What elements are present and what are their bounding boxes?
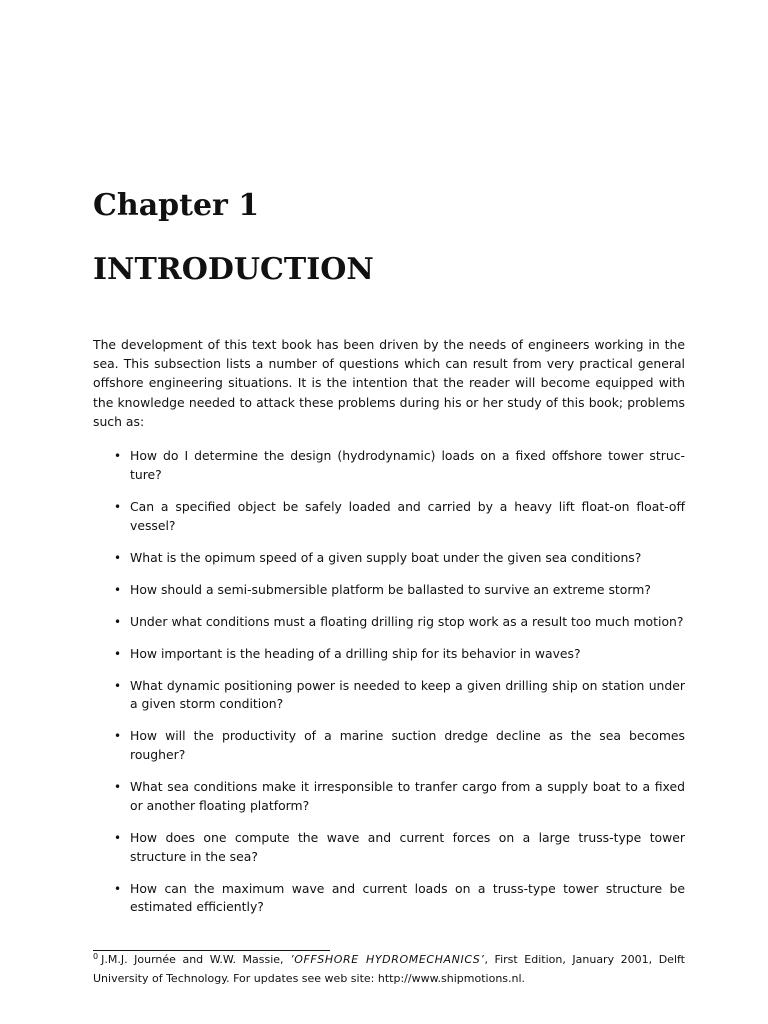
question-text: Can a specified object be safely loaded and carried by a heavy lift float-on float-off vessel?	[130, 498, 685, 533]
question-text: How should a semi-submersible platform be ballasted to survive an extreme storm?	[130, 581, 651, 597]
chapter-number: Chapter 1	[93, 188, 260, 223]
intro-paragraph: The development of this text book has been driven by the needs of engineers working in the sea. This subsection lists a number of questions which can result from very practical general offshore engineering situations. It is the intention that the reader will become equipped with the knowledge needed to attack these problems during his or her study of this book; problems such as:	[93, 337, 685, 429]
bullet-icon: •	[114, 729, 122, 744]
question-item	[93, 613, 685, 632]
bullet-icon: •	[114, 582, 122, 597]
question-list	[93, 447, 685, 930]
bullet-icon: •	[114, 678, 122, 693]
bullet-icon: •	[114, 881, 122, 896]
footnote-authors: J.M.J. Journée and W.W. Massie,	[101, 953, 291, 966]
chapter-title: INTRODUCTION	[93, 252, 374, 287]
question-text: How do I determine the design (hydrodynamic) loads on a fixed offshore tower structure?	[130, 448, 685, 482]
bullet-icon: •	[114, 499, 122, 514]
question-text: Under what conditions must a floating drilling rig stop work as a result too much motion?	[130, 613, 684, 629]
footnote-mark: 0	[93, 952, 99, 961]
question-text: What sea conditions make it irresponsible to tranfer cargo from a supply boat to a fixed or another floating platform?	[130, 779, 685, 813]
bullet-icon: •	[114, 449, 122, 463]
question-text: What dynamic positioning power is needed to keep a given drilling ship on station under a given storm condition?	[130, 677, 685, 712]
question-item	[93, 549, 685, 568]
question-text: How will the productivity of a marine suction dredge decline as the sea becomes rougher?	[130, 728, 685, 763]
footnote-book-title: ’OFFSHORE HYDROMECHANICS’	[290, 953, 485, 966]
question-item	[93, 677, 685, 715]
question-text: How does one compute the wave and current forces on a large truss-type tower structure in the sea?	[130, 829, 685, 864]
bullet-icon: •	[114, 646, 122, 661]
question-text: How can the maximum wave and current loads on a truss-type tower structure be estimated efficiently?	[130, 880, 685, 915]
question-item	[93, 829, 685, 867]
question-item	[93, 447, 685, 485]
footnote-details: , First Edition, January 2001, Delft University of Technology. For updates see web site: http://www.shipmotions.nl.	[93, 953, 685, 985]
question-item	[93, 645, 685, 664]
bullet-icon: •	[114, 550, 122, 565]
question-item	[93, 727, 685, 765]
question-item	[93, 581, 685, 600]
bullet-icon: •	[114, 780, 122, 795]
bullet-icon: •	[114, 830, 122, 845]
question-text: How important is the heading of a drilling ship for its behavior in waves?	[130, 645, 581, 661]
question-item	[93, 498, 685, 536]
question-text: What is the opimum speed of a given supply boat under the given sea conditions?	[130, 549, 642, 565]
footnote	[93, 951, 685, 988]
question-item	[93, 778, 685, 816]
question-item	[93, 880, 685, 918]
bullet-icon: •	[114, 614, 122, 629]
